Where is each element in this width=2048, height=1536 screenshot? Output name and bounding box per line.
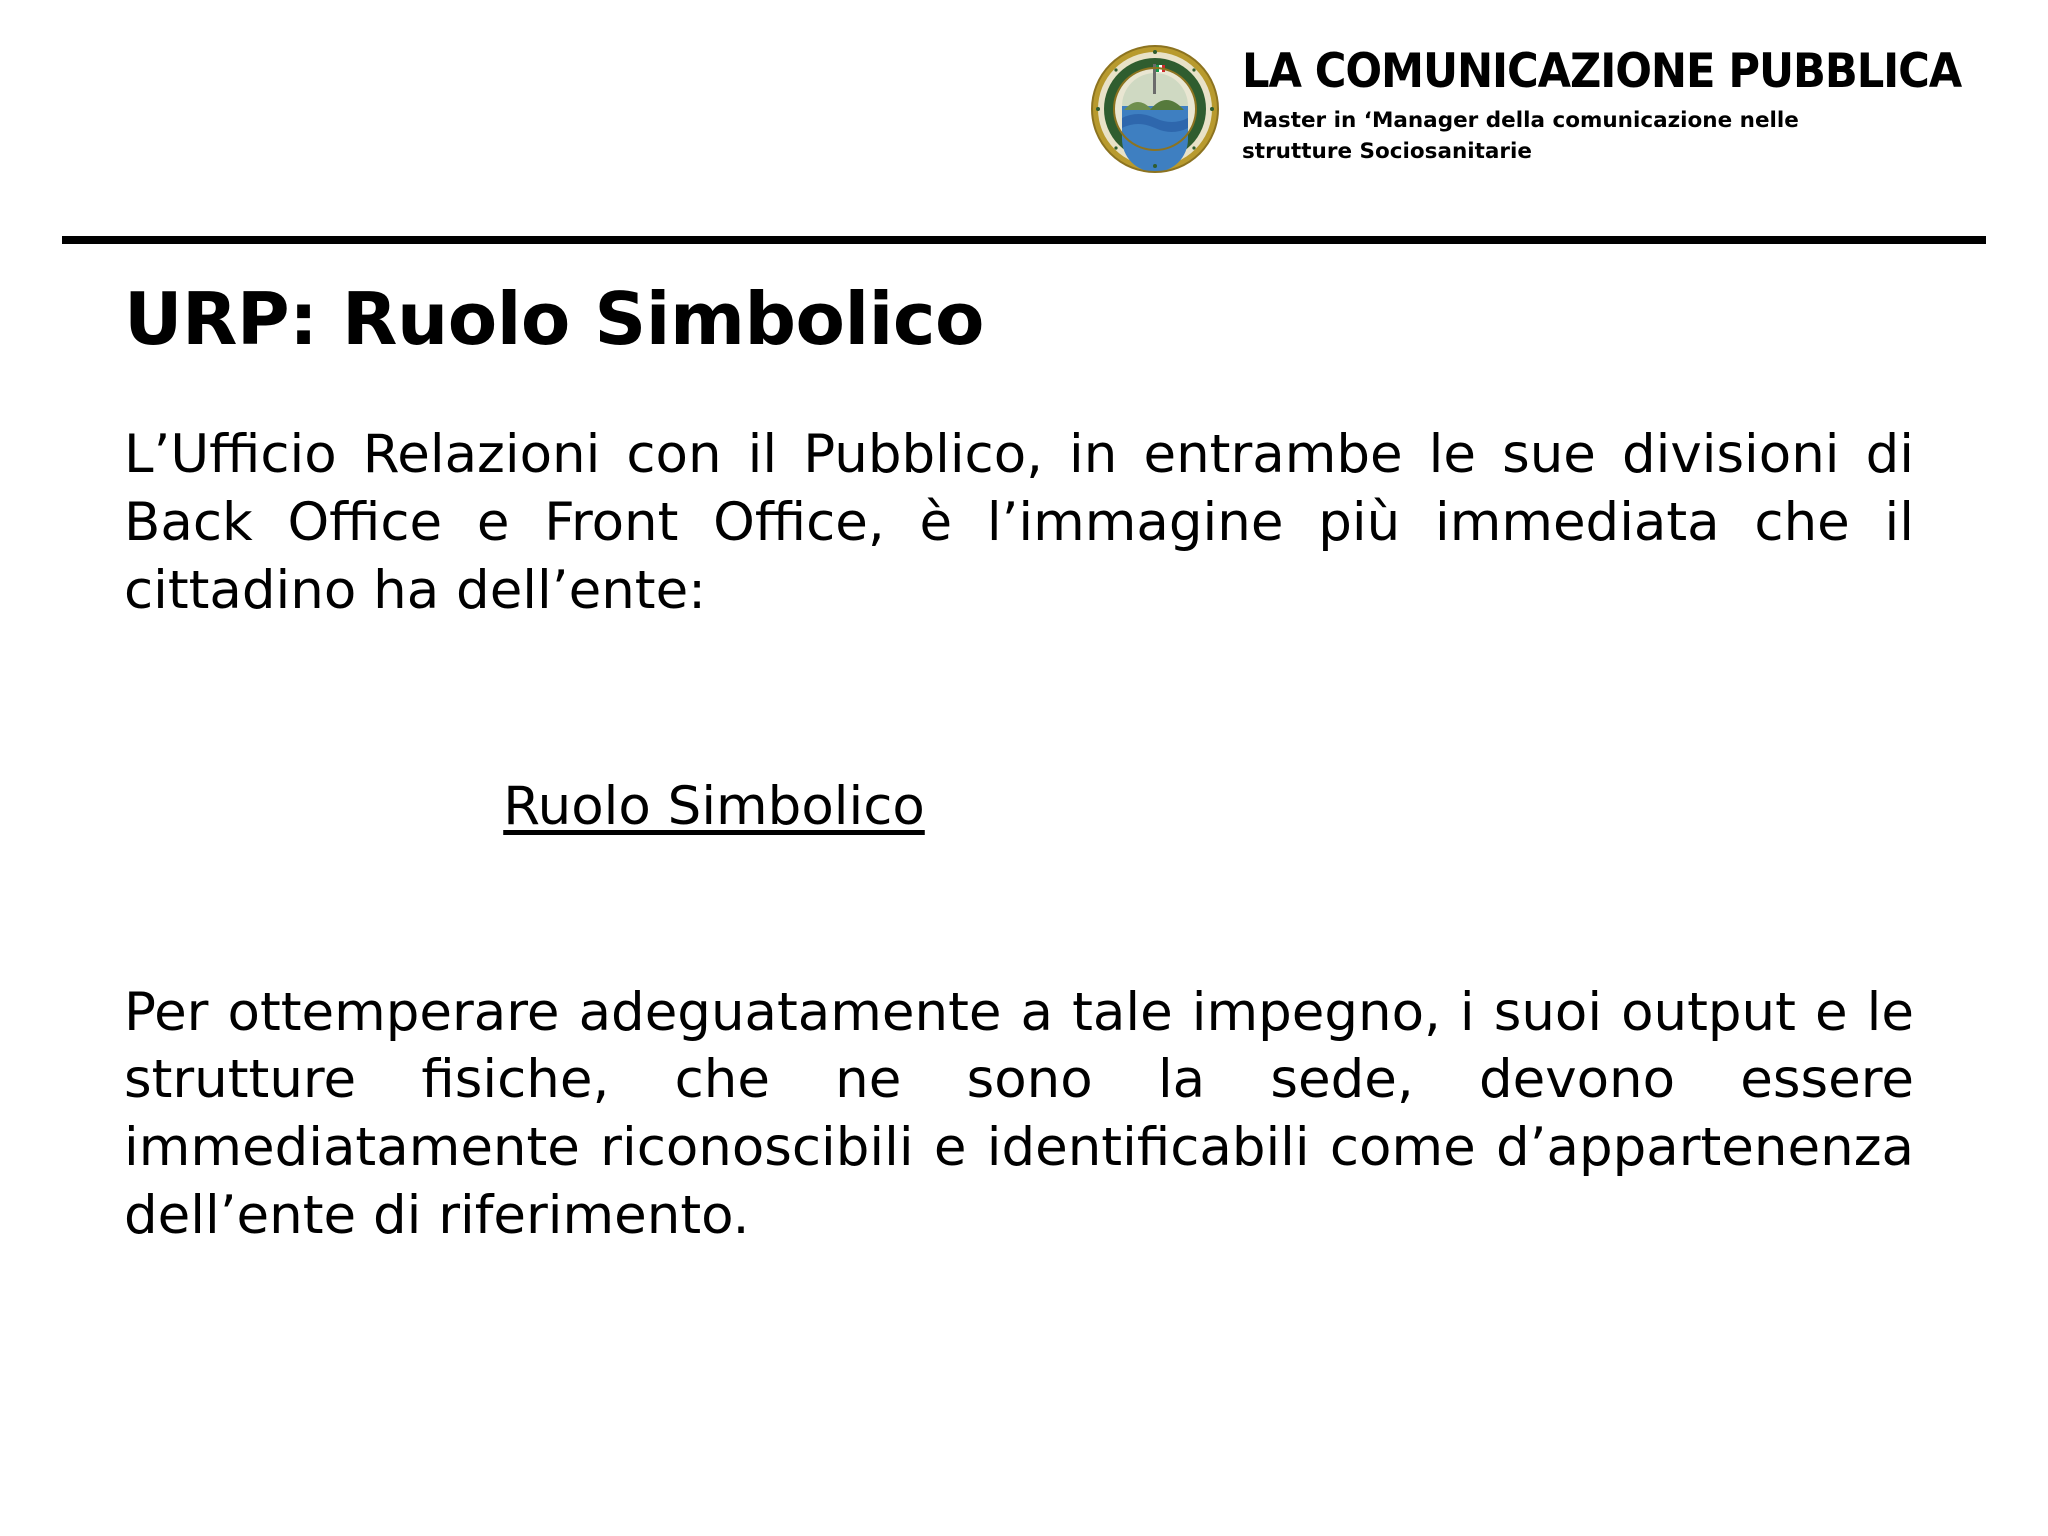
slide-body [124, 277, 1924, 1250]
highlight-line [124, 773, 1304, 841]
paragraph-intro: L’Ufficio Relazioni con il Pubblico, in entrambe le sue divisioni di Back Office e Front Office, è l’immagine più immediata che il cittadino ha dell’ente: [124, 424, 1914, 621]
page-title: URP: Ruolo Simbolico [124, 277, 984, 361]
institutional-crest-emblem-icon [1090, 44, 1220, 174]
slide-header [0, 0, 2048, 250]
highlight-text: Ruolo Simbolico [503, 775, 925, 837]
brand-subtitle: Master in ‘Manager della comunicazione nelle strutture Sociosanitarie [1242, 108, 1799, 164]
brand-text [1242, 42, 2024, 167]
spacer-lower [124, 841, 1924, 979]
paragraph-detail: Per ottemperare adeguatamente a tale impegno, i suoi output e le strutture fisiche, che ne sono la sede, devono essere immediatamente riconoscibili e identificabili come d’appartenenza dell’ente di riferimento. [124, 981, 1914, 1246]
header-divider [62, 236, 1986, 244]
brand-block [1090, 42, 2024, 174]
spacer-upper [124, 625, 1924, 773]
brand-title: LA COMUNICAZIONE PUBBLICA [1242, 44, 1962, 99]
